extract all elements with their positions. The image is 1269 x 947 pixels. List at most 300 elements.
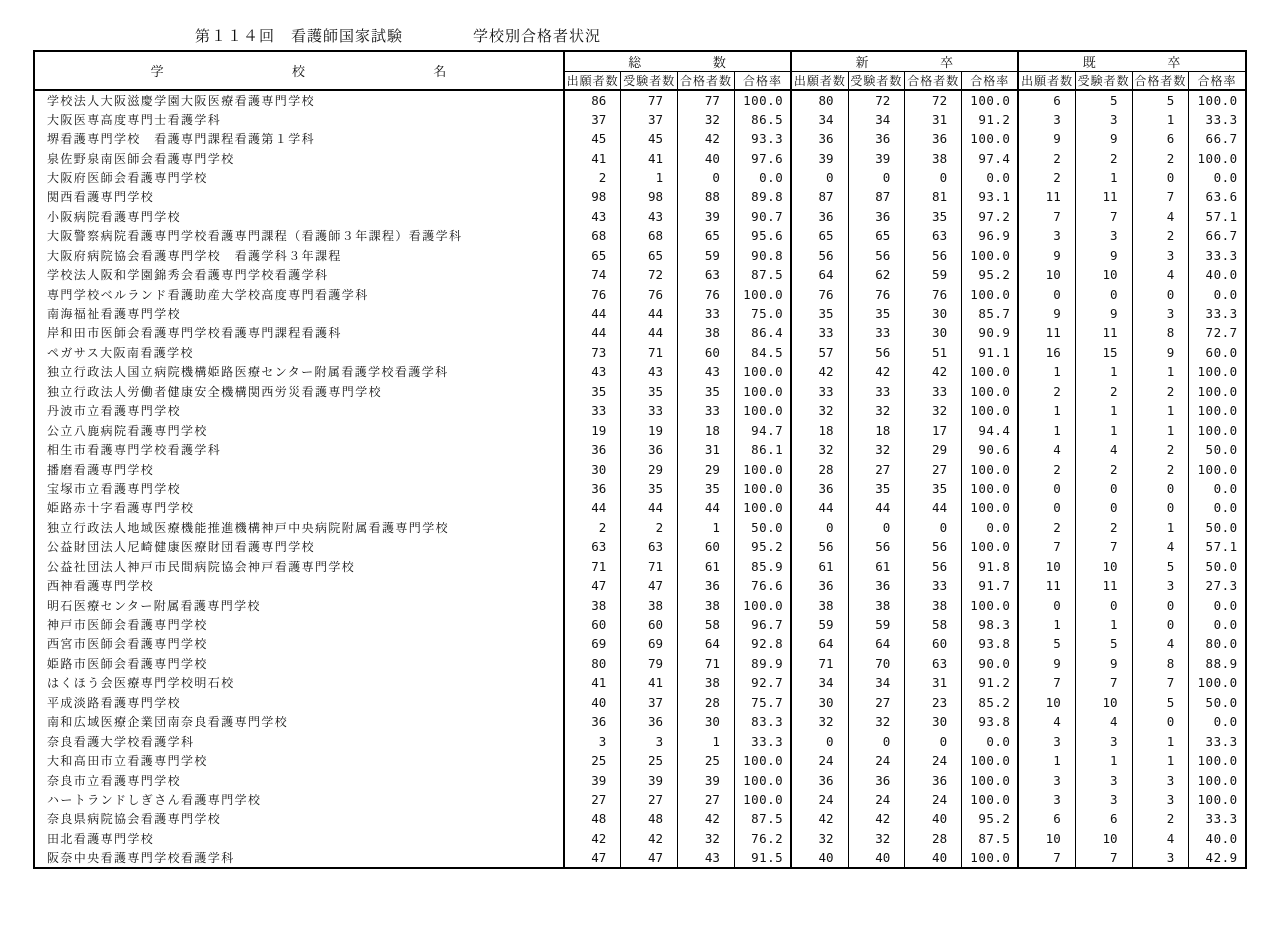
new-graduates-applicants: 36: [791, 479, 848, 498]
repeaters-examinees: 11: [1075, 576, 1132, 595]
table-row: [34, 246, 1246, 265]
new-graduates-examinees: 0: [848, 731, 905, 750]
total-pass-rate: 89.9: [734, 654, 791, 673]
total-applicants: 47: [564, 848, 621, 867]
new-graduates-passers: 0: [905, 168, 962, 187]
table-row: [34, 265, 1246, 284]
new-graduates-examinees: 42: [848, 362, 905, 381]
repeaters-examinees: 1: [1075, 751, 1132, 770]
repeaters-pass-rate: 33.3: [1189, 246, 1246, 265]
total-examinees: 76: [621, 284, 678, 303]
new-graduates-applicants: 64: [791, 634, 848, 653]
table-row: [34, 382, 1246, 401]
total-examinees: 77: [621, 90, 678, 109]
new-graduates-examinees: 64: [848, 634, 905, 653]
total-applicants: 37: [564, 109, 621, 128]
repeaters-examinees: 0: [1075, 479, 1132, 498]
new-graduates-pass-rate: 87.5: [962, 829, 1019, 848]
repeaters-examinees: 4: [1075, 440, 1132, 459]
school-name: 大阪府医師会看護専門学校: [34, 168, 564, 187]
repeaters-applicants: 3: [1018, 226, 1075, 245]
new-graduates-examinees: 18: [848, 420, 905, 439]
new-graduates-applicants: 33: [791, 382, 848, 401]
total-applicants: 74: [564, 265, 621, 284]
total-examinees: 69: [621, 634, 678, 653]
total-passers: 58: [678, 615, 735, 634]
new-graduates-passers: 40: [905, 809, 962, 828]
table-row: [34, 304, 1246, 323]
repeaters-applicants: 3: [1018, 770, 1075, 789]
document-title: [195, 25, 601, 46]
new-graduates-examinees: 32: [848, 440, 905, 459]
repeaters-pass-rate: 57.1: [1189, 207, 1246, 226]
repeaters-examinees: 10: [1075, 829, 1132, 848]
repeaters-passers: 8: [1132, 654, 1189, 673]
total-applicants: 65: [564, 246, 621, 265]
new-graduates-examinees: 33: [848, 323, 905, 342]
repeaters-examinees: 5: [1075, 90, 1132, 109]
new-graduates-applicants: 71: [791, 654, 848, 673]
repeaters-passers: 1: [1132, 518, 1189, 537]
new-graduates-passers: 0: [905, 518, 962, 537]
total-pass-rate: 100.0: [734, 751, 791, 770]
repeaters-passers: 2: [1132, 809, 1189, 828]
new-graduates-examinees: 65: [848, 226, 905, 245]
total-applicants: 2: [564, 518, 621, 537]
new-graduates-examinees: 72: [848, 90, 905, 109]
repeaters-applicants: 1: [1018, 401, 1075, 420]
new-graduates-applicants: 42: [791, 809, 848, 828]
repeaters-examinees: 10: [1075, 265, 1132, 284]
repeaters-examinees: 2: [1075, 148, 1132, 167]
new-graduates-pass-rate: 100.0: [962, 284, 1019, 303]
total-passers: 44: [678, 498, 735, 517]
new-graduates-applicants: 39: [791, 148, 848, 167]
total-pass-rate: 100.0: [734, 382, 791, 401]
new-graduates-passers: 23: [905, 693, 962, 712]
total-applicants: 76: [564, 284, 621, 303]
new-graduates-applicants: 0: [791, 731, 848, 750]
repeaters-passers: 3: [1132, 770, 1189, 789]
table-row: [34, 848, 1246, 867]
new-graduates-pass-rate: 100.0: [962, 537, 1019, 556]
new-graduates-applicants: 36: [791, 770, 848, 789]
total-passers: 1: [678, 518, 735, 537]
new-graduates-passers: 40: [905, 848, 962, 867]
total-examinees: 43: [621, 362, 678, 381]
table-row: [34, 109, 1246, 128]
total-passers: 39: [678, 770, 735, 789]
repeaters-pass-rate: 100.0: [1189, 362, 1246, 381]
new-graduates-passers: 36: [905, 129, 962, 148]
new-graduates-examinees: 27: [848, 459, 905, 478]
new-graduates-applicants: 33: [791, 323, 848, 342]
total-pass-rate: 86.4: [734, 323, 791, 342]
total-examinees: 48: [621, 809, 678, 828]
new-graduates-examinees: 0: [848, 518, 905, 537]
total-examinees: 35: [621, 479, 678, 498]
new-graduates-pass-rate: 100.0: [962, 848, 1019, 867]
school-name: 田北看護専門学校: [34, 829, 564, 848]
total-applicants: 73: [564, 343, 621, 362]
new-graduates-examinees: 34: [848, 673, 905, 692]
total-applicants: 43: [564, 362, 621, 381]
total-applicants: 39: [564, 770, 621, 789]
table-row: [34, 498, 1246, 517]
total-pass-rate: 100.0: [734, 498, 791, 517]
new-graduates-pass-rate: 96.9: [962, 226, 1019, 245]
table-row: [34, 440, 1246, 459]
new-graduates-pass-rate: 100.0: [962, 401, 1019, 420]
total-pass-rate: 33.3: [734, 731, 791, 750]
total-passers: 63: [678, 265, 735, 284]
total-examinees: 37: [621, 109, 678, 128]
new-graduates-pass-rate: 100.0: [962, 770, 1019, 789]
total-examinees: 72: [621, 265, 678, 284]
total-pass-rate: 90.7: [734, 207, 791, 226]
total-examinees: 27: [621, 790, 678, 809]
school-name: 西宮市医師会看護専門学校: [34, 634, 564, 653]
total-passers: 42: [678, 809, 735, 828]
total-examinees: 68: [621, 226, 678, 245]
table-row: [34, 187, 1246, 206]
repeaters-examinees: 2: [1075, 459, 1132, 478]
total-examinees: 42: [621, 829, 678, 848]
repeaters-applicants: 1: [1018, 362, 1075, 381]
repeaters-pass-rate: 40.0: [1189, 829, 1246, 848]
table-row: [34, 790, 1246, 809]
repeaters-pass-rate: 42.9: [1189, 848, 1246, 867]
new-graduates-pass-rate: 97.4: [962, 148, 1019, 167]
repeaters-passers: 0: [1132, 479, 1189, 498]
total-pass-rate: 83.3: [734, 712, 791, 731]
total-passers: 39: [678, 207, 735, 226]
total-passers: 33: [678, 401, 735, 420]
new-graduates-examinees: 38: [848, 595, 905, 614]
new-graduates-passers: 33: [905, 576, 962, 595]
table-row: [34, 207, 1246, 226]
new-graduates-applicants: 34: [791, 109, 848, 128]
school-name: 相生市看護専門学校看護学科: [34, 440, 564, 459]
table-row: [34, 712, 1246, 731]
school-name: 公益財団法人尼崎健康医療財団看護専門学校: [34, 537, 564, 556]
repeaters-passers: 2: [1132, 382, 1189, 401]
total-examinees: 35: [621, 382, 678, 401]
total-passers: 32: [678, 109, 735, 128]
repeaters-examinees: 3: [1075, 790, 1132, 809]
table-row: [34, 323, 1246, 342]
new-graduates-examinees: 36: [848, 576, 905, 595]
new-graduates-applicants: 0: [791, 518, 848, 537]
total-examinees: 44: [621, 323, 678, 342]
new-graduates-passers: 35: [905, 479, 962, 498]
repeaters-examinees: 2: [1075, 382, 1132, 401]
new-graduates-applicants: 59: [791, 615, 848, 634]
total-pass-rate: 100.0: [734, 479, 791, 498]
repeaters-passers: 0: [1132, 284, 1189, 303]
new-graduates-pass-rate: 100.0: [962, 595, 1019, 614]
new-graduates-pass-rate: 94.4: [962, 420, 1019, 439]
new-graduates-applicants: 32: [791, 712, 848, 731]
repeaters-passers: 0: [1132, 498, 1189, 517]
new-graduates-applicants: 61: [791, 557, 848, 576]
school-name: 関西看護専門学校: [34, 187, 564, 206]
total-pass-rate: 90.8: [734, 246, 791, 265]
total-examinees: 2: [621, 518, 678, 537]
repeaters-applicants: 3: [1018, 109, 1075, 128]
new-graduates-pass-rate: 85.2: [962, 693, 1019, 712]
repeaters-passers: 3: [1132, 246, 1189, 265]
table-row: [34, 479, 1246, 498]
new-graduates-applicants: 30: [791, 693, 848, 712]
new-graduates-passers: 76: [905, 284, 962, 303]
new-graduates-passers: 44: [905, 498, 962, 517]
new-graduates-examinees: 27: [848, 693, 905, 712]
table-row: [34, 362, 1246, 381]
new-graduates-passers: 24: [905, 751, 962, 770]
total-passers: 35: [678, 382, 735, 401]
repeaters-pass-rate: 33.3: [1189, 109, 1246, 128]
repeaters-pass-rate: 0.0: [1189, 479, 1246, 498]
repeaters-applicants: 0: [1018, 498, 1075, 517]
school-name: 神戸市医師会看護専門学校: [34, 615, 564, 634]
new-graduates-passers: 31: [905, 109, 962, 128]
total-pass-rate: 95.2: [734, 537, 791, 556]
total-passers: 77: [678, 90, 735, 109]
total-pass-rate: 94.7: [734, 420, 791, 439]
new-graduates-passers: 0: [905, 731, 962, 750]
repeaters-passers: 2: [1132, 440, 1189, 459]
total-applicants: 80: [564, 654, 621, 673]
table-row: [34, 615, 1246, 634]
new-graduates-applicants: 42: [791, 362, 848, 381]
repeaters-passers: 3: [1132, 848, 1189, 867]
school-name: 学校法人大阪滋慶学園大阪医療看護専門学校: [34, 90, 564, 109]
total-examinees: 65: [621, 246, 678, 265]
repeaters-applicants: 10: [1018, 693, 1075, 712]
new-graduates-passers: 38: [905, 148, 962, 167]
repeaters-examinees: 4: [1075, 712, 1132, 731]
total-passers: 27: [678, 790, 735, 809]
repeaters-applicants: 7: [1018, 537, 1075, 556]
new-graduates-passers: 30: [905, 304, 962, 323]
repeaters-pass-rate: 100.0: [1189, 420, 1246, 439]
repeaters-applicants: 2: [1018, 168, 1075, 187]
new-graduates-applicants: 44: [791, 498, 848, 517]
total-applicants: 41: [564, 673, 621, 692]
repeaters-pass-rate: 33.3: [1189, 731, 1246, 750]
total-examinees: 44: [621, 498, 678, 517]
new-graduates-passers: 72: [905, 90, 962, 109]
table-row: [34, 537, 1246, 556]
repeaters-passers: 9: [1132, 343, 1189, 362]
school-name: 独立行政法人国立病院機構姫路医療センター附属看護学校看護学科: [34, 362, 564, 381]
total-examinees: 41: [621, 148, 678, 167]
repeaters-pass-rate: 0.0: [1189, 284, 1246, 303]
total-applicants: 35: [564, 382, 621, 401]
total-pass-rate: 95.6: [734, 226, 791, 245]
new-graduates-passers: 30: [905, 323, 962, 342]
new-graduates-pass-rate: 0.0: [962, 518, 1019, 537]
total-passers: 38: [678, 595, 735, 614]
repeaters-applicants: 7: [1018, 207, 1075, 226]
total-pass-rate: 100.0: [734, 284, 791, 303]
new-graduates-passers: 33: [905, 382, 962, 401]
total-examinees: 29: [621, 459, 678, 478]
new-graduates-pass-rate: 0.0: [962, 731, 1019, 750]
total-examinees: 71: [621, 557, 678, 576]
total-passers: 65: [678, 226, 735, 245]
total-applicants: 19: [564, 420, 621, 439]
repeaters-examinees: 3: [1075, 770, 1132, 789]
repeaters-pass-rate: 0.0: [1189, 615, 1246, 634]
repeaters-passers: 4: [1132, 829, 1189, 848]
new-graduates-passers: 28: [905, 829, 962, 848]
new-graduates-passers: 32: [905, 401, 962, 420]
repeaters-applicants: 9: [1018, 654, 1075, 673]
repeaters-passers: 4: [1132, 537, 1189, 556]
school-name: 平成淡路看護専門学校: [34, 693, 564, 712]
school-name: 奈良県病院協会看護専門学校: [34, 809, 564, 828]
total-applicants: 36: [564, 440, 621, 459]
new-graduates-pass-rate: 100.0: [962, 751, 1019, 770]
total-applicants: 33: [564, 401, 621, 420]
school-name: ペガサス大阪南看護学校: [34, 343, 564, 362]
total-applicants: 44: [564, 498, 621, 517]
table-row: [34, 226, 1246, 245]
page-title: 学校別合格者状況: [473, 29, 602, 45]
new-graduates-pass-rate: 100.0: [962, 790, 1019, 809]
repeaters-examinees: 3: [1075, 226, 1132, 245]
total-passers: 61: [678, 557, 735, 576]
new-graduates-pass-rate: 0.0: [962, 168, 1019, 187]
school-name: 堺看護専門学校 看護専門課程看護第１学科: [34, 129, 564, 148]
new-graduates-applicants: 57: [791, 343, 848, 362]
total-examinees: 36: [621, 712, 678, 731]
repeaters-examinees: 1: [1075, 401, 1132, 420]
school-name: 明石医療センター附属看護専門学校: [34, 595, 564, 614]
new-graduates-passers: 59: [905, 265, 962, 284]
table-row: [34, 168, 1246, 187]
total-pass-rate: 87.5: [734, 265, 791, 284]
repeaters-examinees: 1: [1075, 420, 1132, 439]
table-row: [34, 518, 1246, 537]
new-graduates-passers: 63: [905, 654, 962, 673]
total-applicants: 47: [564, 576, 621, 595]
new-graduates-passers: 58: [905, 615, 962, 634]
new-graduates-pass-rate: 100.0: [962, 479, 1019, 498]
new-graduates-passers: 17: [905, 420, 962, 439]
total-examinees: 79: [621, 654, 678, 673]
new-graduates-applicants: 56: [791, 246, 848, 265]
repeaters-applicants: 10: [1018, 557, 1075, 576]
new-graduates-examinees: 32: [848, 829, 905, 848]
school-name: 姫路赤十字看護専門学校: [34, 498, 564, 517]
new-graduates-pass-rate: 95.2: [962, 265, 1019, 284]
total-examinees: 71: [621, 343, 678, 362]
total-passers: 1: [678, 731, 735, 750]
repeaters-pass-rate: 50.0: [1189, 440, 1246, 459]
total-examinees: 44: [621, 304, 678, 323]
total-pass-rate: 84.5: [734, 343, 791, 362]
repeaters-applicants: 10: [1018, 829, 1075, 848]
total-passers: 42: [678, 129, 735, 148]
total-examinees: 37: [621, 693, 678, 712]
new-graduates-passers: 27: [905, 459, 962, 478]
new-graduates-examinees: 56: [848, 343, 905, 362]
total-passers: 38: [678, 673, 735, 692]
repeaters-applicants: 3: [1018, 790, 1075, 809]
total-pass-rate: 76.2: [734, 829, 791, 848]
school-name: 南和広域医療企業団南奈良看護専門学校: [34, 712, 564, 731]
table-row: [34, 595, 1246, 614]
repeaters-passers: 3: [1132, 304, 1189, 323]
total-applicants: 63: [564, 537, 621, 556]
repeaters-pass-rate: 40.0: [1189, 265, 1246, 284]
new-graduates-passers: 81: [905, 187, 962, 206]
total-pass-rate: 87.5: [734, 809, 791, 828]
new-graduates-pass-rate: 100.0: [962, 90, 1019, 109]
col-header-new-graduates-applicants: 出願者数: [791, 72, 848, 91]
new-graduates-applicants: 18: [791, 420, 848, 439]
repeaters-pass-rate: 33.3: [1189, 304, 1246, 323]
new-graduates-examinees: 0: [848, 168, 905, 187]
new-graduates-passers: 56: [905, 537, 962, 556]
new-graduates-examinees: 87: [848, 187, 905, 206]
repeaters-pass-rate: 60.0: [1189, 343, 1246, 362]
repeaters-passers: 1: [1132, 109, 1189, 128]
repeaters-examinees: 1: [1075, 168, 1132, 187]
repeaters-examinees: 9: [1075, 129, 1132, 148]
repeaters-pass-rate: 63.6: [1189, 187, 1246, 206]
total-pass-rate: 0.0: [734, 168, 791, 187]
new-graduates-pass-rate: 90.0: [962, 654, 1019, 673]
new-graduates-pass-rate: 93.8: [962, 712, 1019, 731]
total-applicants: 48: [564, 809, 621, 828]
new-graduates-applicants: 64: [791, 265, 848, 284]
repeaters-examinees: 0: [1075, 498, 1132, 517]
total-passers: 32: [678, 829, 735, 848]
new-graduates-pass-rate: 100.0: [962, 246, 1019, 265]
total-pass-rate: 89.8: [734, 187, 791, 206]
total-applicants: 40: [564, 693, 621, 712]
new-graduates-passers: 35: [905, 207, 962, 226]
repeaters-applicants: 2: [1018, 148, 1075, 167]
new-graduates-examinees: 36: [848, 770, 905, 789]
school-name: 丹波市立看護専門学校: [34, 401, 564, 420]
total-passers: 76: [678, 284, 735, 303]
repeaters-applicants: 2: [1018, 459, 1075, 478]
total-applicants: 71: [564, 557, 621, 576]
total-examinees: 39: [621, 770, 678, 789]
new-graduates-applicants: 36: [791, 207, 848, 226]
school-name: 専門学校ベルランド看護助産大学校高度専門看護学科: [34, 284, 564, 303]
col-header-total-applicants: 出願者数: [564, 72, 621, 91]
repeaters-passers: 2: [1132, 226, 1189, 245]
new-graduates-examinees: 70: [848, 654, 905, 673]
total-passers: 43: [678, 848, 735, 867]
total-examinees: 33: [621, 401, 678, 420]
repeaters-passers: 7: [1132, 673, 1189, 692]
total-pass-rate: 97.6: [734, 148, 791, 167]
repeaters-applicants: 11: [1018, 576, 1075, 595]
new-graduates-examinees: 40: [848, 848, 905, 867]
repeaters-passers: 5: [1132, 90, 1189, 109]
repeaters-applicants: 9: [1018, 246, 1075, 265]
total-applicants: 25: [564, 751, 621, 770]
new-graduates-applicants: 65: [791, 226, 848, 245]
repeaters-passers: 0: [1132, 595, 1189, 614]
